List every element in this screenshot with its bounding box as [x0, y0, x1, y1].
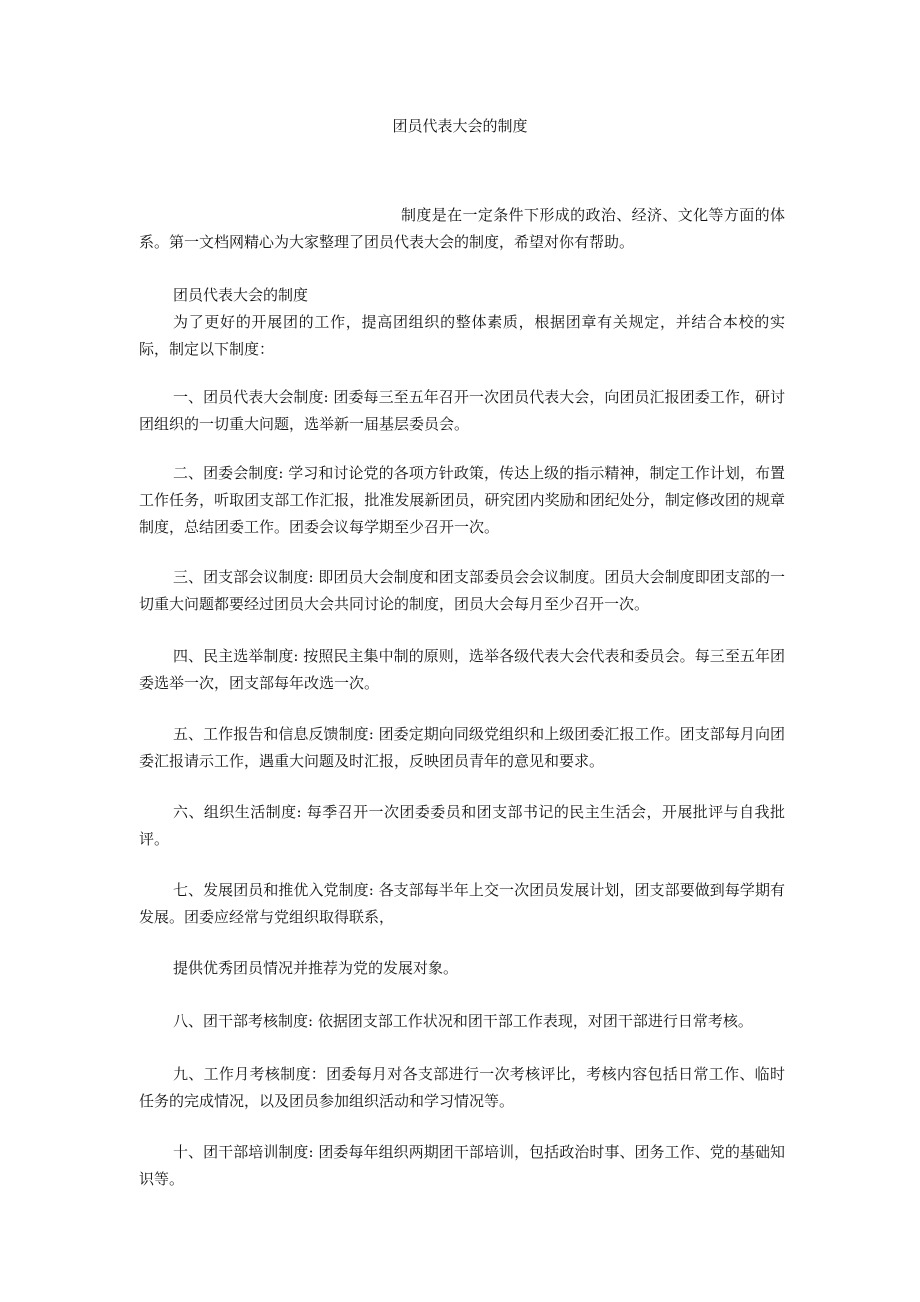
rule-paragraph-2: 二、团委会制度: 学习和讨论党的各项方针政策，传达上级的指示精神，制定工作计划，布置工作任务，听取团支部工作汇报，批准发展新团员，研究团内奖励和团纪处分，制定修改团的规章制度，总结团委工作。团委会议每学期至少召开一次。: [139, 464, 785, 536]
rule-paragraph-8: 八、团干部考核制度: 依据团支部工作状况和团干部工作表现，对团干部进行日常考核。: [173, 1012, 753, 1030]
section-heading: 团员代表大会的制度: [173, 286, 309, 304]
rule-paragraph-7-continued: 提供优秀团员情况并推荐为党的发展对象。: [173, 959, 459, 977]
rule-paragraph-9: 九、工作月考核制度：团委每月对各支部进行一次考核评比，考核内容包括日常工作、临时任务的完成情况，以及团员参加组织活动和学习情况等。: [139, 1065, 785, 1110]
rule-paragraph-1: 一、团员代表大会制度: 团委每三至五年召开一次团员代表大会，向团员汇报团委工作，研讨团组织的一切重大问题，选举新一届基层委员会。: [139, 388, 785, 433]
rule-paragraph-7: 七、发展团员和推优入党制度: 各支部每半年上交一次团员发展计划，团支部要做到每学期有发展。团委应经常与党组织取得联系，: [139, 881, 785, 926]
rule-paragraph-10: 十、团干部培训制度: 团委每年组织两期团干部培训，包括政治时事、团务工作、党的基础知识等。: [139, 1143, 785, 1188]
document-title: 团员代表大会的制度: [392, 117, 528, 135]
rule-paragraph-3: 三、团支部会议制度: 即团员大会制度和团支部委员会会议制度。团员大会制度即团支部的一切重大问题都要经过团员大会共同讨论的制度，团员大会每月至少召开一次。: [139, 568, 785, 613]
preamble-paragraph: 为了更好的开展团的工作，提高团组织的整体素质，根据团章有关规定，并结合本校的实际，制定以下制度：: [139, 313, 785, 358]
rule-paragraph-5: 五、工作报告和信息反馈制度: 团委定期向同级党组织和上级团委汇报工作。团支部每月向团委汇报请示工作，遇重大问题及时汇报，反映团员青年的意见和要求。: [139, 725, 785, 770]
intro-paragraph: 制度是在一定条件下形成的政治、经济、文化等方面的体系。第一文档网精心为大家整理了团员代表大会的制度，希望对你有帮助。: [139, 206, 785, 251]
rule-paragraph-4: 四、民主选举制度: 按照民主集中制的原则，选举各级代表大会代表和委员会。每三至五年团委选举一次，团支部每年改选一次。: [139, 647, 785, 692]
rule-paragraph-6: 六、组织生活制度: 每季召开一次团委委员和团支部书记的民主生活会，开展批评与自我批评。: [139, 803, 785, 848]
